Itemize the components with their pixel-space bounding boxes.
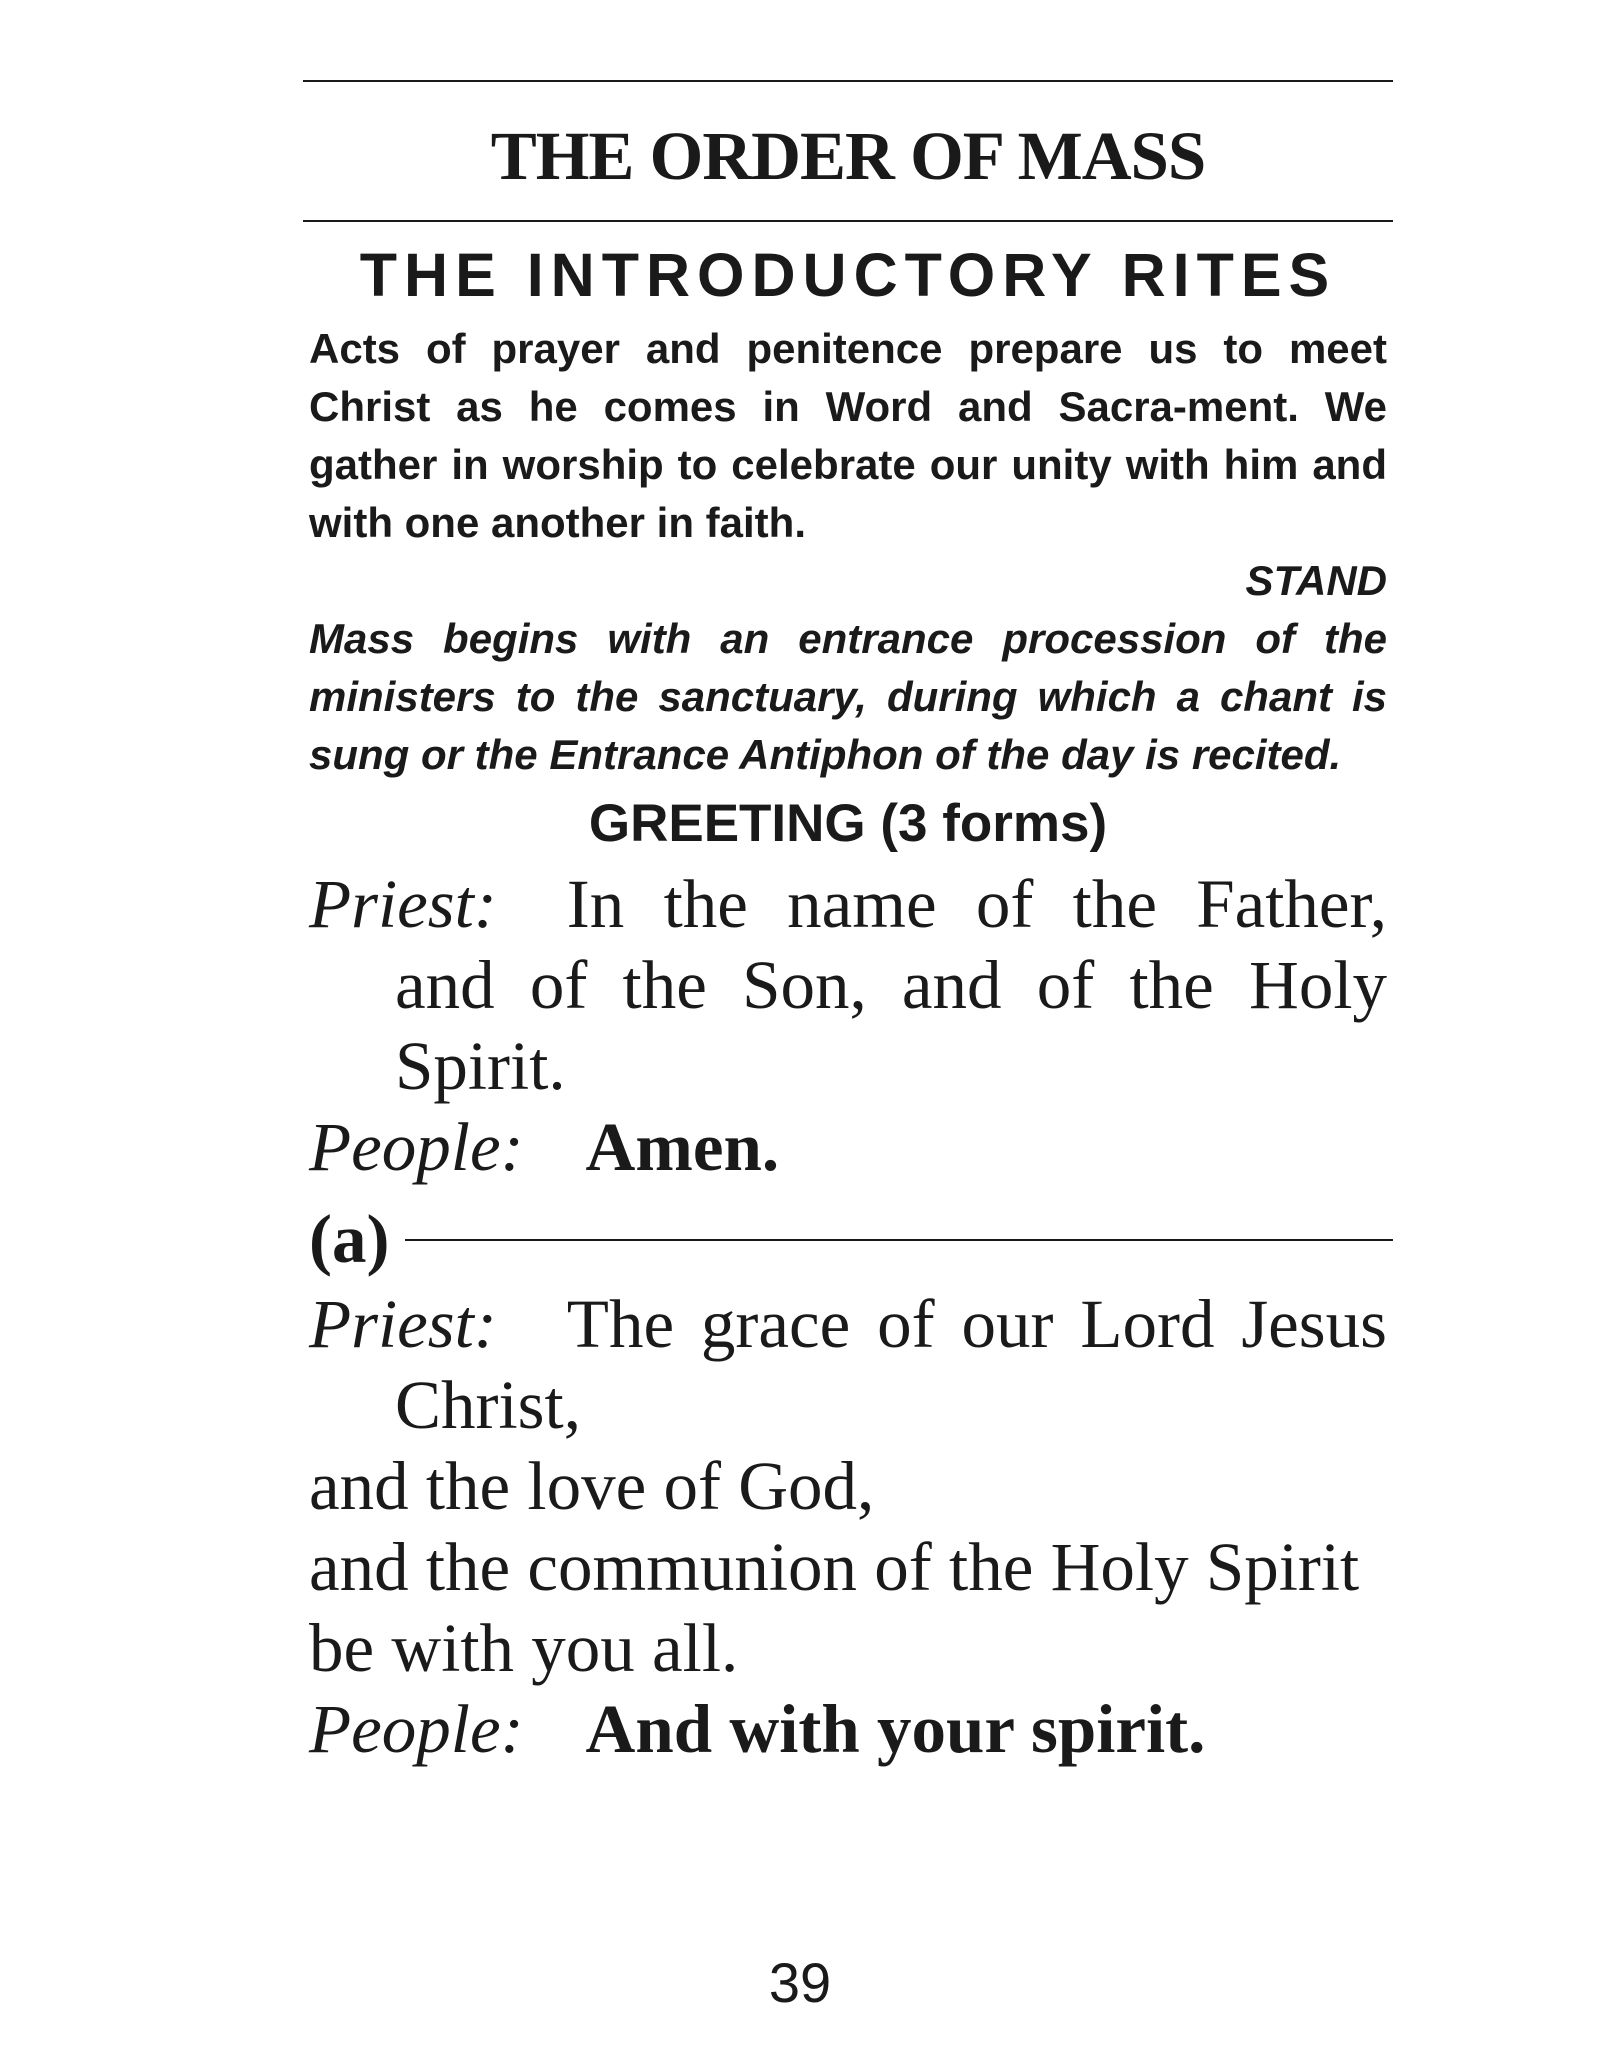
intro-paragraph: Acts of prayer and penitence prepare us to meet Christ as he comes in Word and Sacra-ment. We gather in worship to celebrate our unity with him and with one another in faith. (309, 325, 1387, 546)
form-a-priest-line: and the communion of the Holy Spirit (309, 1529, 1360, 1605)
top-rule (303, 80, 1393, 82)
greeting-priest-line (309, 864, 1387, 1107)
page-number: 39 (768, 1951, 832, 2014)
greeting-heading: GREETING (3 forms) (588, 794, 1108, 853)
priest-text: In the name of the Father, and of the Son, and of the Holy Spirit. (395, 866, 1387, 1104)
people-response: And with your spirit. (585, 1691, 1206, 1767)
form-a-people-line (309, 1689, 1387, 1770)
people-response: Amen. (585, 1109, 780, 1185)
speaker-label: People: (309, 1109, 524, 1185)
posture-instruction: STAND (1245, 557, 1387, 604)
title-rule (303, 220, 1393, 222)
rubric-paragraph: Mass begins with an entrance procession of the ministers to the sanctuary, during which a chant is sung or the Entrance Antiphon of the day is recited. (309, 615, 1387, 778)
form-a-marker (309, 1194, 1393, 1284)
form-divider-line (405, 1239, 1393, 1241)
page-title: THE ORDER OF MASS (490, 118, 1206, 194)
section-title: THE INTRODUCTORY RITES (359, 241, 1337, 309)
form-a-priest-line: and the love of God, (309, 1448, 875, 1524)
form-a-priest-line (309, 1284, 1387, 1446)
speaker-label: Priest: (309, 866, 497, 942)
speaker-label: People: (309, 1691, 524, 1767)
form-a-priest-line: be with you all. (309, 1610, 739, 1686)
form-a-label: (a) (309, 1201, 390, 1277)
page-body (303, 80, 1393, 1770)
greeting-people-line (309, 1107, 1387, 1188)
speaker-label: Priest: (309, 1286, 497, 1362)
priest-text: The grace of our Lord Jesus Christ, (395, 1286, 1387, 1443)
